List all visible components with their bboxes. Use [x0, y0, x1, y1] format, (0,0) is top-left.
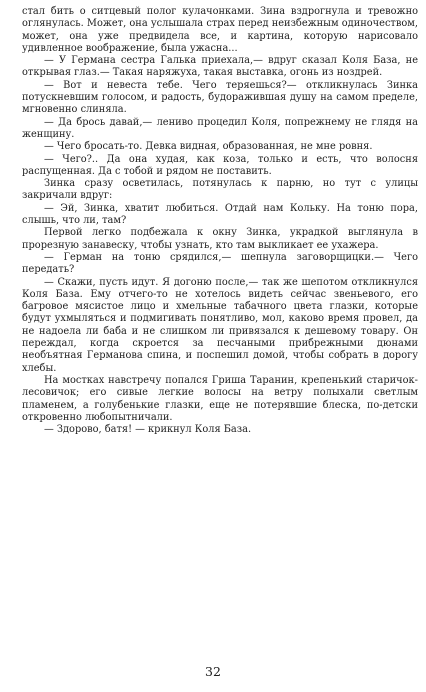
paragraph-9: Первой легко подбежала к окну Зинка, украдкой выглянула в прорезную занавеску, чтобы узнать, кто там выкликает ее ухажера. [22, 227, 418, 251]
paragraph-3: — Вот и невеста тебе. Чего теряешься?— откликнулась Зинка потускневшим голосом, и радость, будоражившая душу на самом пределе, мгновенно слиняла. [22, 79, 418, 116]
paragraph-12: На мостках навстречу попался Гриша Таранин, крепенький старичок-лесовичок; его сивые легкие волосы на ветру полыхали светлым пламенем, а голубенькие глазки, еще не потерявшие блеска, по-детски откровенно любопытничали. [22, 374, 418, 423]
paragraph-5: — Чего бросать-то. Девка видная, образованная, не мне ровня. [44, 141, 373, 153]
book-page [22, 6, 418, 686]
paragraph-1: стал бить о ситцевый полог кулачонками. Зина вздрогнула и тревожно оглянулась. Может, она услышала страх перед неизбежным одиночеством, может, она уже предвидела все, и картина, которую нарисовало удивленное воображение, была ужасна... [22, 6, 418, 54]
paragraph-2: — У Германа сестра Галька приехала,— вдруг сказал Коля База, не открывая глаз.— Такая наряжуха, такая выставка, огонь из ноздрей. [22, 55, 418, 79]
paragraph-10: — Герман на тоню срядился,— шепнула заговорщицки.— Чего передать? [22, 251, 418, 276]
paragraph-7: Зинка сразу осветилась, потянулась к парню, но тут с улицы закричали вдруг: [22, 178, 418, 202]
paragraph-4: — Да брось давай,— лениво процедил Коля, попрежнему не глядя на женщину. [22, 116, 418, 140]
page-number: 32 [205, 664, 221, 679]
paragraph-8: — Эй, Зинка, хватит любиться. Отдай нам Кольку. На тоню пора, слышь, что ли, там? [22, 202, 418, 227]
paragraph-13: — Здорово, батя! — крикнул Коля База. [44, 424, 252, 436]
paragraph-11: — Скажи, пусть идут. Я догоню после,— так же шепотом откликнулся Коля База. Ему отчего-то не хотелось видеть сейчас звеньевого, его багровое мясистое лицо и хмельные табачного цвета глазки, которые будут ухмыляться и подмигивать понятливо, мол, каково время провел, да не надоела ли баба и не слишком ли привязался к дешевому товару. Он переждал, когда скроется за песчаными прибрежными дюнами необъятная Германова спина, и поспешил домой, чтобы собрать в дорогу хлебы. [22, 276, 418, 374]
paragraph-6: — Чего?.. Да она худая, как коза, только и есть, что волосня распущенная. Да с тобой и рядом не поставить. [22, 153, 418, 177]
